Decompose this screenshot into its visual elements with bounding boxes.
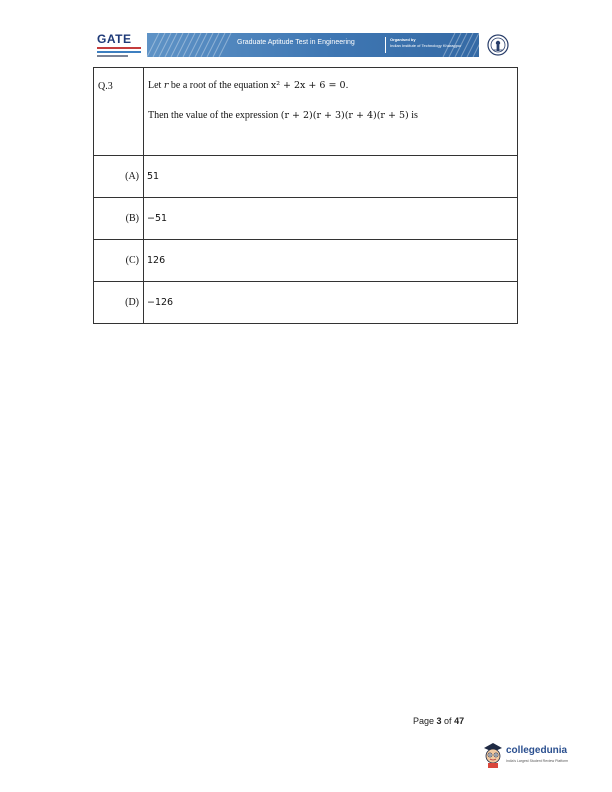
banner-title: Graduate Aptitude Test in Engineering bbox=[237, 39, 355, 46]
question-line-2: Then the value of the expression (r + 2)(r + 3)(r + 4)(r + 5) is bbox=[148, 110, 418, 121]
question-equation: x² + 2x + 6 = 0. bbox=[270, 80, 349, 91]
option-value: −126 bbox=[144, 282, 518, 324]
option-label: (D) bbox=[94, 282, 144, 324]
option-value: 51 bbox=[144, 156, 518, 198]
question-table bbox=[93, 67, 518, 324]
page-header bbox=[95, 30, 515, 62]
gate-logo bbox=[95, 30, 145, 60]
page-current: 3 bbox=[436, 716, 442, 726]
question-row bbox=[94, 68, 518, 156]
iit-kharagpur-emblem-icon bbox=[487, 34, 509, 56]
page-number: Page 3 of 47 bbox=[413, 716, 465, 726]
gate-banner bbox=[147, 33, 479, 57]
variable-r: r bbox=[163, 80, 169, 91]
question-expression: (r + 2)(r + 3)(r + 4)(r + 5) bbox=[280, 110, 409, 121]
collegedunia-logo bbox=[482, 741, 582, 771]
gate-logo-text: GATE bbox=[97, 32, 132, 46]
option-value: 126 bbox=[144, 240, 518, 282]
banner-organizer bbox=[390, 38, 462, 48]
collegedunia-mascot-icon bbox=[482, 741, 504, 769]
collegedunia-brand-name: collegedunia bbox=[506, 745, 568, 756]
question-number: Q.3 bbox=[94, 68, 144, 156]
organizer-name: Indian Institute of Technology Kharagpur bbox=[390, 43, 462, 48]
question-text bbox=[144, 68, 518, 156]
gate-logo-bars bbox=[97, 47, 141, 59]
collegedunia-tagline: India's Largest Student Review Platform bbox=[506, 759, 569, 763]
option-label: (C) bbox=[94, 240, 144, 282]
option-value: −51 bbox=[144, 198, 518, 240]
option-row-d bbox=[94, 282, 518, 324]
option-row-c bbox=[94, 240, 518, 282]
question-line-1: Let r be a root of the equation x² + 2x + 6 = 0. bbox=[148, 80, 349, 91]
option-label: (B) bbox=[94, 198, 144, 240]
organizer-label: Organised by bbox=[390, 37, 416, 42]
page-total: 47 bbox=[454, 716, 465, 726]
option-label: (A) bbox=[94, 156, 144, 198]
option-row-b bbox=[94, 198, 518, 240]
option-row-a bbox=[94, 156, 518, 198]
banner-divider bbox=[385, 37, 386, 53]
